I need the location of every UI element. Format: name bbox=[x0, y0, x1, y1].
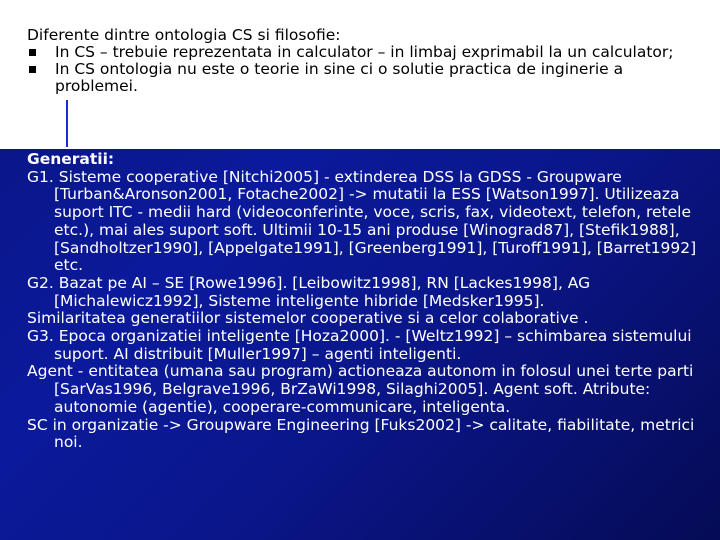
sc-organization-paragraph: SC in organizatie -> Groupware Engineering [Fuks2002] -> calitate, fiabilitate, metrici noi. bbox=[27, 415, 695, 452]
square-bullet-icon bbox=[29, 49, 36, 56]
generation-paragraph-g2: G2. Bazat pe AI – SE [Rowe1996]. [Leibowitz1998], RN [Lackes1998], AG [Michalewicz1992], Sisteme inteligente hibride [Medsker1995]. bbox=[27, 273, 591, 310]
intro-bullet-text: In CS – trebuie reprezentata in calculator – in limbaj exprimabil la un calculator; bbox=[55, 43, 674, 61]
generation-paragraph-g3: G3. Epoca organizatiei inteligente [Hoza2000]. - [Weltz1992] – schimbarea sistemului suport. AI distribuit [Muller1997] – agenti inteligenti. bbox=[27, 327, 692, 363]
intro-bullet-item bbox=[27, 61, 687, 95]
intro-heading: Diferente dintre ontologia CS si filosofie: bbox=[27, 26, 341, 44]
decorative-vertical-line bbox=[66, 100, 68, 148]
similarity-paragraph: Similaritatea generatiilor sistemelor cooperative si a celor colaborative . bbox=[27, 309, 589, 328]
generations-text-block bbox=[27, 151, 697, 452]
intro-bullet-text: In CS ontologia nu este o teorie in sine ci o solutie practica de inginerie a problemei. bbox=[55, 60, 624, 95]
intro-bullet-item bbox=[27, 44, 687, 61]
agent-paragraph: Agent - entitatea (umana sau program) actioneaza autonom in folosul unei terte parti [SarVas1996, Belgrave1996, BrZaWi1998, Silaghi2005]. Agent soft. Atribute: autonomie (agentie), cooperare-communicare, inteligenta. bbox=[27, 362, 694, 416]
square-bullet-icon bbox=[29, 66, 36, 73]
intro-text-block bbox=[27, 27, 687, 95]
generation-paragraph-g1: G1. Sisteme cooperative [Nitchi2005] - extinderea DSS la GDSS - Groupware [Turban&Aronson2001, Fotache2002] -> mutatii la ESS [Watson1997]. Utilizeaza suport ITC - medii hard (videoconferinte, voce, scris, fax, videotext, telefon, retele etc.), mai ales suport soft. Ultimii 10-15 ani produse [Winograd87], [Stefik1988], [Sandholtzer1990], [Appelgate1991], [Greenberg1991], [Turoff1991], [Barret1992] etc. bbox=[27, 167, 697, 275]
decorative-divider-line bbox=[0, 147, 720, 149]
generations-heading: Generatii: bbox=[27, 150, 115, 168]
